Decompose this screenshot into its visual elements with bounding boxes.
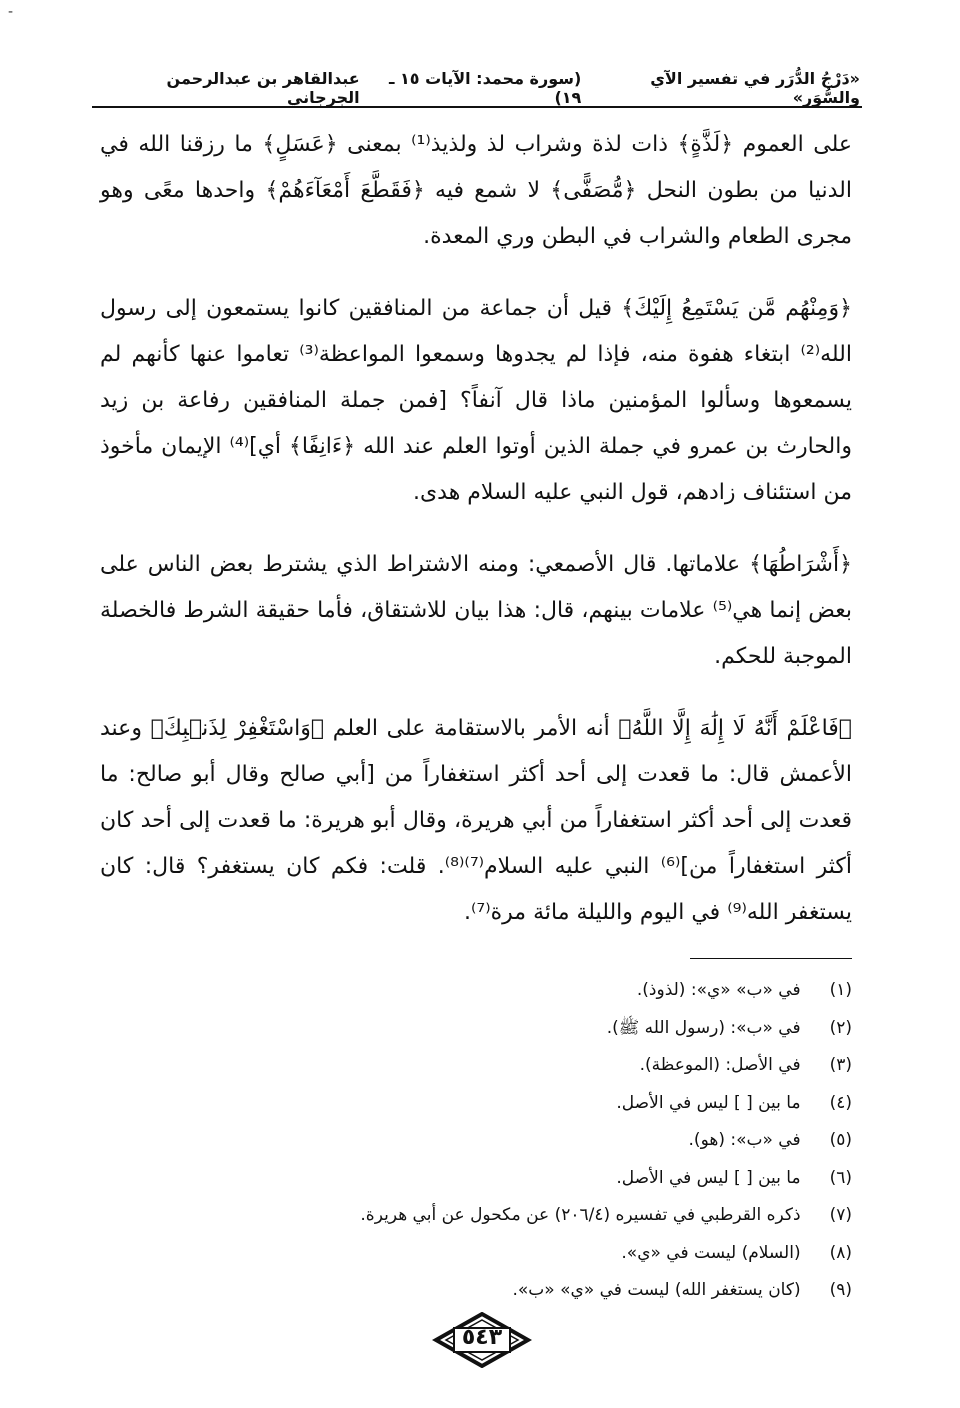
footnote-number: (٥) xyxy=(829,1130,852,1150)
text-line: المنافقين رفاعة بن زيد والحارث بن عمرو في جملة الذين أوتوا العلم xyxy=(100,388,852,459)
text-line: قلت: فكم كان يستغفر؟ قال: كان يستغفر الله⁽⁹⁾ في اليوم والليلة مائة مرة⁽⁷⁾. xyxy=(100,854,852,925)
text-line: رزقنا الله في الدنيا من بطون النحل ﴿مُّصَفًّى﴾ لا شمع فيه ﴿فَقَطَّعَ أَمْعَآءَهُمْ﴾ xyxy=(100,132,852,203)
text-line: ﴿أَشْرَاطُهَا﴾ علاماتها. قال الأصمعي: ومنه الاشتراط الذي يشترط xyxy=(262,552,852,577)
footnote-item xyxy=(100,1197,852,1235)
footnote-text: في «ب»: (هو). xyxy=(688,1130,801,1150)
text-line: أبو هريرة: ما قعدت إلى أحد كان أكثر استغفاراً من]⁽⁶⁾ النبي عليه السلام⁽⁷⁾⁽⁸⁾. xyxy=(100,808,853,879)
footnote-item xyxy=(100,1272,852,1310)
footnote-item xyxy=(100,1235,852,1273)
text-line: عليه السلام هدى. xyxy=(412,480,573,505)
footnote-text: في الأصل: (الموعظة). xyxy=(639,1055,801,1075)
footnote-text: في «ب»: (رسول الله ﷺ). xyxy=(606,1017,801,1038)
footnote-number: (٧) xyxy=(829,1205,852,1225)
text-line: ﴿وَمِنْهُم مَّن يَسْتَمِعُ إِلَيْكَ﴾ قيل أن جماعة من المنافقين كانوا يستمعون xyxy=(206,296,852,321)
paragraph xyxy=(100,122,852,260)
text-line: واحدها معًى وهو مجرى الطعام والشراب في البطن وري المعدة. xyxy=(100,178,852,249)
footnote-number: (٢) xyxy=(829,1017,852,1038)
footnote-item xyxy=(100,972,852,1010)
main-text xyxy=(100,122,852,962)
page-number: ٥٤٣ xyxy=(461,1325,503,1350)
text-line: للاشتقاق، فأما حقيقة الشرط فالخصلة الموجبة للحكم. xyxy=(100,598,852,669)
footnote-item xyxy=(100,1160,852,1198)
footnote-item xyxy=(100,1047,852,1085)
footnote-number: (٤) xyxy=(829,1092,852,1113)
paragraph xyxy=(100,286,852,516)
paragraph xyxy=(100,542,852,680)
page-number-badge xyxy=(432,1312,532,1368)
text-line: تعاموا عنها كأنهم لم يسمعوها وسألوا المؤمنين ماذا قال آنفاً؟ [فمن جملة xyxy=(100,342,852,413)
text-line: بعض الناس على بعض إنما هي⁽⁵⁾ علامات بينهم، قال: هذا بيان xyxy=(100,552,852,623)
footnote-number: (٨) xyxy=(829,1242,852,1263)
footnote-text: ما بين [ ] ليس في الأصل. xyxy=(616,1092,801,1113)
footnote-text: (السلام) ليست في «ي». xyxy=(621,1242,801,1263)
author-name: عبدالقاهر بن عبدالرحمن الجرجاني xyxy=(166,69,360,107)
text-line: وقال أبو صالح: ما قعدت إلى أحد أكثر استغفاراً من أبي هريرة، وقال xyxy=(100,762,852,833)
footnote-text: (كان يستغفر الله) ليست في «ي» «ب». xyxy=(512,1280,801,1300)
footnote-number: (١) xyxy=(829,980,852,1000)
footnote-item xyxy=(100,1122,852,1160)
footnote-text: في «ب» «ي»: (لذوذ). xyxy=(636,980,801,1000)
paragraph xyxy=(100,706,852,936)
surah-range: (سورة محمد: الآيات ١٥ ـ ١٩) xyxy=(388,69,582,107)
footnote-divider xyxy=(690,958,852,959)
footnote-number: (٣) xyxy=(829,1055,852,1075)
footnote-number: (٩) xyxy=(829,1280,852,1300)
corner-mark: - xyxy=(8,4,14,20)
footnote-text: ذكره القرطبي في تفسيره (٢٠٦/٤) عن مكحول عن أبي هريرة. xyxy=(360,1205,801,1225)
running-header xyxy=(92,69,860,107)
footnotes xyxy=(100,972,852,1310)
footnote-item xyxy=(100,1010,852,1048)
text-line: ﴿فَاعْلَمْ أَنَّهُ لَا إِلَٰهَ إِلَّا اللَّهُ﴾ أنه الأمر بالاستقامة على العلم ﴿وَاسْتَغْفِرْ xyxy=(235,716,852,741)
text-line: إلى رسول الله⁽²⁾ ابتغاء هفوة منه، فإذا لم يجدوها وسمعوا المواعظة⁽³⁾ xyxy=(100,296,852,367)
footnote-text: ما بين [ ] ليس في الأصل. xyxy=(616,1167,801,1188)
text-line: على العموم ﴿لَذَّةٍ﴾ ذات لذة وشراب لذ ولذيذ⁽¹⁾ بمعنى ﴿عَسَلٍ﴾ ما xyxy=(234,132,853,157)
text-line: عند الله ﴿ءَانِفًا﴾ أي]⁽⁴⁾ الإيمان مأخوذ من استئناف زادهم، قول النبي xyxy=(100,434,852,505)
header-divider xyxy=(92,106,862,108)
footnote-number: (٦) xyxy=(829,1167,852,1188)
book-title: «دَرْجُ الدُّرَر في تفسير الآي والسُّوَر» xyxy=(650,69,860,107)
footnote-item xyxy=(100,1085,852,1123)
text-line: لِذَنۢبِكَ﴾ وعند الأعمش قال: ما قعدت إلى أحد أكثر استغفاراً من [أبي صالح xyxy=(100,716,852,787)
